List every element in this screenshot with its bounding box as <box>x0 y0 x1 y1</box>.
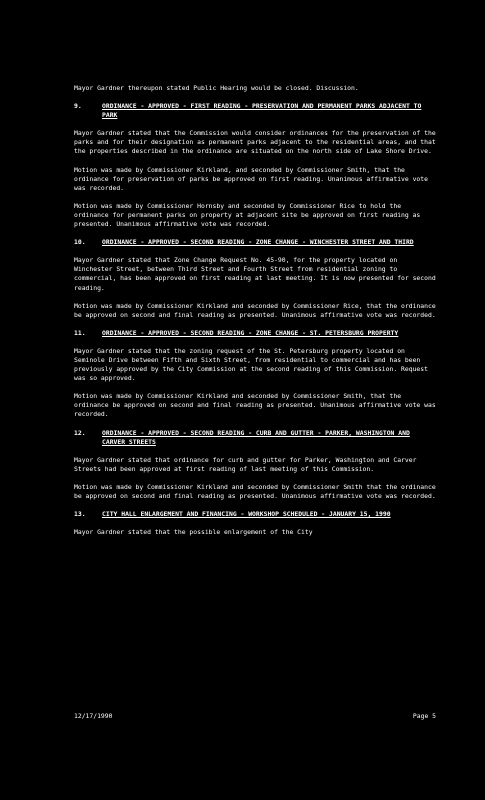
item-number: 11. <box>74 328 86 337</box>
page-footer <box>74 712 436 721</box>
item-heading: CITY HALL ENLARGEMENT AND FINANCING - WORKSHOP SCHEDULED - JANUARY 15, 1990 <box>102 510 391 519</box>
item-number: 13. <box>74 510 86 519</box>
item-paragraph: Motion was made by Commissioner Hornsby and seconded by Commissioner Rice to hold the ordinance for permanent parks on property at adjacent site be approved on first reading as presented. Unanimous affirmative vote was recorded. <box>74 201 421 229</box>
agenda-item-10 <box>74 238 436 320</box>
item-number: 10. <box>74 238 86 247</box>
footer-date: 12/17/1990 <box>74 712 113 720</box>
item-paragraph: Mayor Gardner stated that the possible enlargement of the City <box>74 528 313 537</box>
agenda-item-11 <box>74 329 436 420</box>
item-heading: ORDINANCE - APPROVED - SECOND READING - ZONE CHANGE - WINCHESTER STREET AND THIRD <box>102 238 414 247</box>
agenda-item-12 <box>74 429 436 502</box>
intro-paragraph: Mayor Gardner thereupon stated Public Hearing would be closed. Discussion. <box>74 84 359 92</box>
item-paragraph: Mayor Gardner stated that Zone Change Request No. 45-90, for the property located on Winchester Street, between Third Street and Fourth Street from residential zoning to commercial, has been approved on first reading at last meeting. It is now presented for second reading. <box>74 256 436 292</box>
item-paragraph: Motion was made by Commissioner Kirkland and seconded by Commissioner Smith that the ordinance be approved on second and final reading as presented. Unanimous affirmative vote was recorded. <box>74 482 436 500</box>
item-paragraph: Mayor Gardner stated that the Commission would consider ordinances for the preservation of the parks and for their designation as permanent parks adjacent to the residential areas, and that the properties described in the ordinance are situated on the north side of Lake Shore Drive. <box>74 129 436 156</box>
item-paragraph: Motion was made by Commissioner Kirkland and seconded by Commissioner Rice, that the ordinance be approved on second and final reading as presented. Unanimous affirmative vote was recorded. <box>74 301 436 319</box>
agenda-item-13 <box>74 510 436 537</box>
agenda-item-9 <box>74 102 436 229</box>
minutes-page <box>74 84 436 546</box>
item-heading: ORDINANCE - APPROVED - SECOND READING - ZONE CHANGE - ST. PETERSBURG PROPERTY <box>102 328 399 337</box>
footer-page-number: Page 5 <box>412 712 436 720</box>
item-heading: ORDINANCE - APPROVED - SECOND READING - CURB AND GUTTER - PARKER, WASHINGTON AND CARVER STREETS <box>102 428 410 446</box>
item-paragraph: Mayor Gardner stated that ordinance for curb and gutter for Parker, Washington and Carver Streets had been approved at first reading of last meeting of this Commission. <box>74 455 417 473</box>
item-heading: ORDINANCE - APPROVED - FIRST READING - PRESERVATION AND PERMANENT PARKS ADJACENT TO PARK <box>102 102 422 120</box>
item-paragraph: Mayor Gardner stated that the zoning request of the St. Petersburg property located on Seminole Drive between Fifth and Sixth Street, from residential to commercial and has been previously approved by the City Commission at the second reading of this Commission. Request was so approved. <box>74 346 428 383</box>
item-number: 9. <box>74 102 82 111</box>
item-paragraph: Motion was made by Commissioner Kirkland and seconded by Commissioner Smith, that the ordinance be approved on second and final reading as presented. Unanimous affirmative vote was recorded. <box>74 392 436 419</box>
item-number: 12. <box>74 428 86 437</box>
item-paragraph: Motion was made by Commissioner Kirkland, and seconded by Commissioner Smith, that the ordinance for preservation of parks be approved on first reading. Unanimous affirmative vote was recorded. <box>74 165 428 192</box>
